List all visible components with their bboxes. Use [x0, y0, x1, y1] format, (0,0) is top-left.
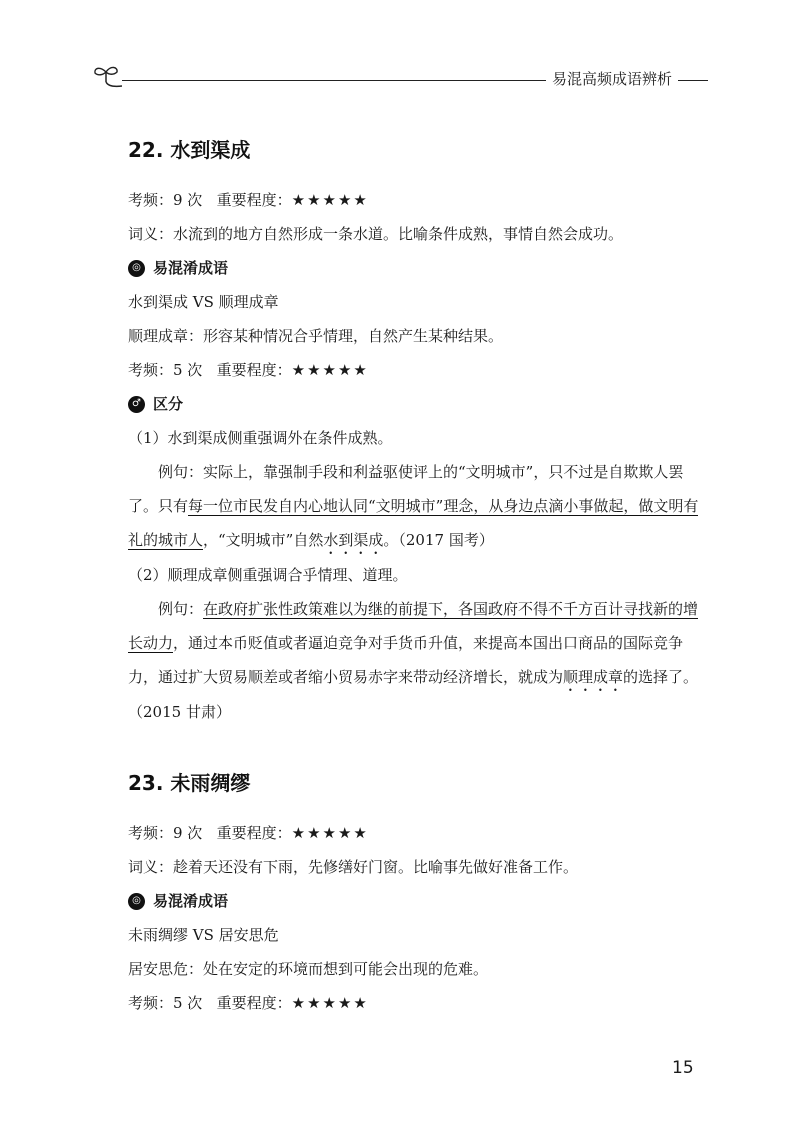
idiom-pair: 水到渠成 VS 顺理成章 [128, 293, 279, 311]
header-title: 易混高频成语辨析 [546, 68, 678, 89]
other-idiom-definition: 顺理成章：形容某种情况合乎情理，自然产生某种结果。 [128, 327, 504, 345]
confusable-icon: ◎ [128, 893, 145, 910]
confusable-icon: ◎ [128, 260, 145, 277]
page-number: 15 [672, 1058, 694, 1078]
importance-stars: ★★★★★ [291, 994, 369, 1012]
header-rule-right [678, 80, 708, 81]
frequency: 考频：5 次 [128, 361, 203, 379]
other-frequency-line [128, 353, 700, 387]
page-header [92, 62, 708, 92]
frequency-line [128, 183, 700, 217]
underlined-text: 每一位市民发自内心地认同“文明城市”理念，从身边点滴小事做起，做文明有礼的城市人 [128, 497, 699, 549]
entry-title: 22. 水到渠成 [128, 138, 251, 162]
other-frequency-line [128, 986, 700, 1020]
difference-point-1: （1）水到渠成侧重强调外在条件成熟。 [128, 429, 393, 447]
emphasized-idiom: 水到渠成 [323, 531, 384, 549]
frequency: 考频：9 次 [128, 191, 203, 209]
confusable-label: 易混淆成语 [153, 259, 229, 277]
meaning: 词义：水流到的地方自然形成一条水道。比喻条件成熟，事情自然会成功。 [128, 225, 624, 243]
difference-section-heading [128, 387, 700, 421]
emphasized-idiom: 顺理成章 [563, 668, 624, 686]
importance-stars: ★★★★★ [291, 191, 369, 209]
frequency: 考频：5 次 [128, 994, 203, 1012]
difference-label: 区分 [153, 395, 184, 413]
example-sentence-1: 例句：实际上，靠强制手段和利益驱使评上的“文明城市”，只不过是自欺欺人罢了。只有每一位市民发自内心地认同“文明城市”理念，从身边点滴小事做起，做文明有礼的城市人，“文明城市”自然水到渠成。（2017 国考） [128, 463, 699, 549]
sprout-icon [92, 62, 122, 90]
importance-label: 重要程度： [216, 824, 292, 842]
importance-label: 重要程度： [216, 361, 292, 379]
confusable-section-heading [128, 884, 700, 918]
underlined-text: 在政府扩张性政策难以为继的前提下，各国政府不得不千方百计寻找新的增长动力 [128, 600, 699, 652]
confusable-section-heading [128, 251, 700, 285]
difference-icon: ♂ [128, 396, 145, 413]
difference-point-2: （2）顺理成章侧重强调合乎情理、道理。 [128, 566, 408, 584]
other-idiom-definition: 居安思危：处在安定的环境而想到可能会出现的危难。 [128, 960, 489, 978]
frequency-line [128, 816, 700, 850]
frequency: 考频：9 次 [128, 824, 203, 842]
importance-label: 重要程度： [216, 191, 292, 209]
meaning: 词义：趁着天还没有下雨，先修缮好门窗。比喻事先做好准备工作。 [128, 858, 579, 876]
importance-stars: ★★★★★ [291, 824, 369, 842]
confusable-label: 易混淆成语 [153, 892, 229, 910]
importance-label: 重要程度： [216, 994, 292, 1012]
example-sentence-2: 例句：在政府扩张性政策难以为继的前提下，各国政府不得不千方百计寻找新的增长动力，通过本币贬值或者逼迫竞争对手货币升值，来提高本国出口商品的国际竞争力，通过扩大贸易顺差或者缩小贸易赤字来带动经济增长，就成为顺理成章的选择了。（2015 甘肃） [128, 600, 699, 721]
idiom-pair: 未雨绸缪 VS 居安思危 [128, 926, 279, 944]
page-content [128, 128, 700, 1020]
importance-stars: ★★★★★ [291, 361, 369, 379]
entry-title: 23. 未雨绸缪 [128, 771, 251, 795]
